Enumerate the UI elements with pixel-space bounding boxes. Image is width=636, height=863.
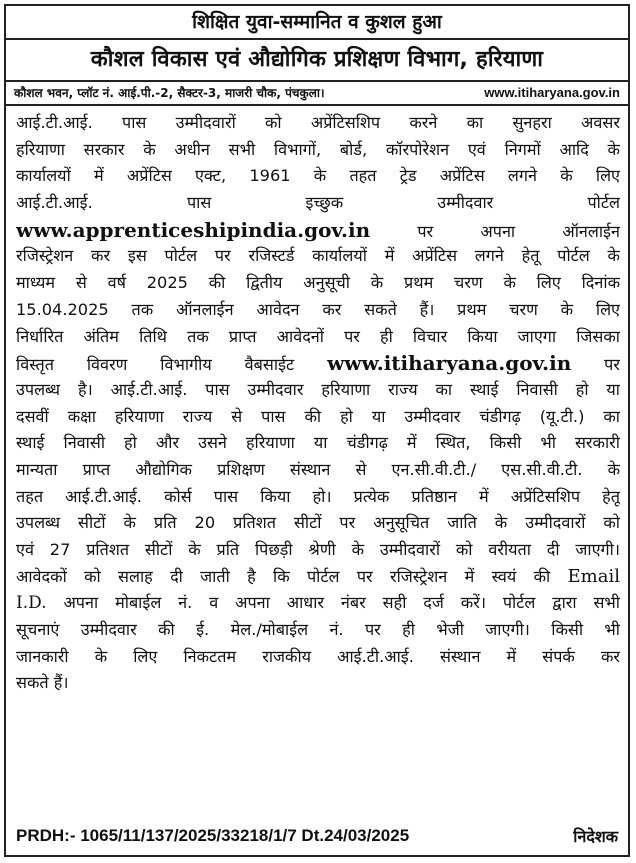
- address-line: [6, 82, 628, 106]
- id-word: I.D.: [16, 593, 47, 614]
- reference-number: PRDH:- 1065/11/137/2025/33218/1/7 Dt.24/03/2025: [16, 826, 410, 845]
- body-line-website: [16, 350, 620, 377]
- signatory: निदेशक: [573, 827, 618, 846]
- body-line: हरियाणा सरकार के अधीन सभी विभागों, बोर्ड, कॉरपोरेशन एवं निगमों आदि के: [16, 139, 620, 159]
- body-line: एवं 27 प्रतिशत सीटों के प्रति पिछड़ी श्रेणी के उम्मीदवारों को वरीयता दी जाएगी।: [16, 540, 620, 559]
- body-line: माध्यम से वर्ष 2025 की द्वितीय अनुसूची के प्रथम चरण के लिए दिनांक: [16, 273, 620, 293]
- body-line-part: अपना मोबाईल नं. व अपना आधार नंबर सही दर्ज करें। पोर्टल द्वारा सभी: [63, 593, 620, 613]
- notice-body: [6, 106, 628, 697]
- body-line: कार्यालयों में अप्रेंटिस एक्ट, 1961 के तहत ट्रेड अप्रेंटिस लगने के लिए: [16, 166, 620, 186]
- body-line-part: विस्तृत विवरण विभागीय वैबसाईट: [16, 355, 295, 375]
- notice-box: [4, 4, 630, 857]
- body-line: आई.टी.आई. पास उम्मीदवारों को अप्रेंटिसशिप करने का सुनहरा अवसर: [16, 113, 620, 132]
- body-line: उपलब्ध है। आई.टी.आई. पास उम्मीदवार हरियाणा राज्य का स्थाई निवासी हो या: [16, 379, 620, 399]
- body-line-id: [16, 590, 620, 617]
- body-line: निर्धारित अंतिम तिथि तक प्राप्त आवेदनों पर ही विचार किया जाएगा जिसका: [16, 326, 620, 346]
- tagline: शिक्षित युवा-सम्मानित व कुशल हुआ: [6, 6, 628, 40]
- notice-footer: [16, 823, 618, 849]
- body-line-part: आवेदकों को सलाह दी जाती है कि पोर्टल पर रजिस्ट्रेशन में स्वयं की: [16, 566, 551, 586]
- body-line-part: पर: [604, 355, 620, 375]
- portal-link[interactable]: www.apprenticeshipindia.gov.in: [16, 217, 371, 242]
- body-line: तहत आई.टी.आई. कोर्स पास किया हो। प्रत्येक प्रतिष्ठान में अप्रेंटिसशिप हेतू: [16, 486, 620, 506]
- body-line-email: [16, 564, 620, 591]
- body-line: सकते हैं।: [16, 673, 69, 693]
- body-line: सूचनाएं उम्मीदवार की ई. मेल./मोबाईल नं. पर ही भेजी जाएगी। किसी भी: [16, 620, 620, 640]
- website-link[interactable]: www.itiharyana.gov.in: [327, 351, 572, 376]
- body-line: जानकारी के लिए निकटतम राजकीय आई.टी.आई. संस्थान में संपर्क कर: [16, 646, 620, 666]
- body-line: उपलब्ध सीटों के प्रति 20 प्रतिशत सीटों पर अनुसूचित जाति के उम्मीदवारों को: [16, 513, 620, 533]
- body-line: 15.04.2025 तक ऑनलाईन आवेदन कर सकते हैं। प्रथम चरण के लिए: [16, 299, 620, 319]
- body-line: आई.टी.आई. पास इच्छुक उम्मीदवार पोर्टल: [16, 193, 620, 213]
- body-line: रजिस्ट्रेशन कर इस पोर्टल पर रजिस्टर्ड कार्यालयों में अप्रेंटिस लगने हेतू पोर्टल के: [16, 246, 620, 266]
- body-line-portal: [16, 217, 620, 244]
- department-title: कौशल विकास एवं औद्योगिक प्रशिक्षण विभाग, हरियाणा: [6, 40, 628, 82]
- body-line: दसवीं कक्षा हरियाणा राज्य से पास की हो या उम्मीदवार चंडीगढ़ (यू.टी.) का: [16, 406, 620, 426]
- body-line: स्थाई निवासी हो और उसने हरियाणा या चंडीगढ़ में स्थित, किसी भी सरकारी: [16, 433, 620, 453]
- email-word: Email: [567, 565, 620, 587]
- address-website: www.itiharyana.gov.in: [484, 85, 620, 100]
- body-line-part: पर अपना ऑनलाईन: [417, 221, 620, 241]
- address-text: कौशल भवन, प्लॉट नं. आई.पी.-2, सैक्टर-3, माजरी चौक, पंचकुला।: [14, 86, 325, 100]
- body-line: मान्यता प्राप्त औद्योगिक प्रशिक्षण संस्थान से एन.सी.वी.टी./ एस.सी.वी.टी. के: [16, 459, 620, 479]
